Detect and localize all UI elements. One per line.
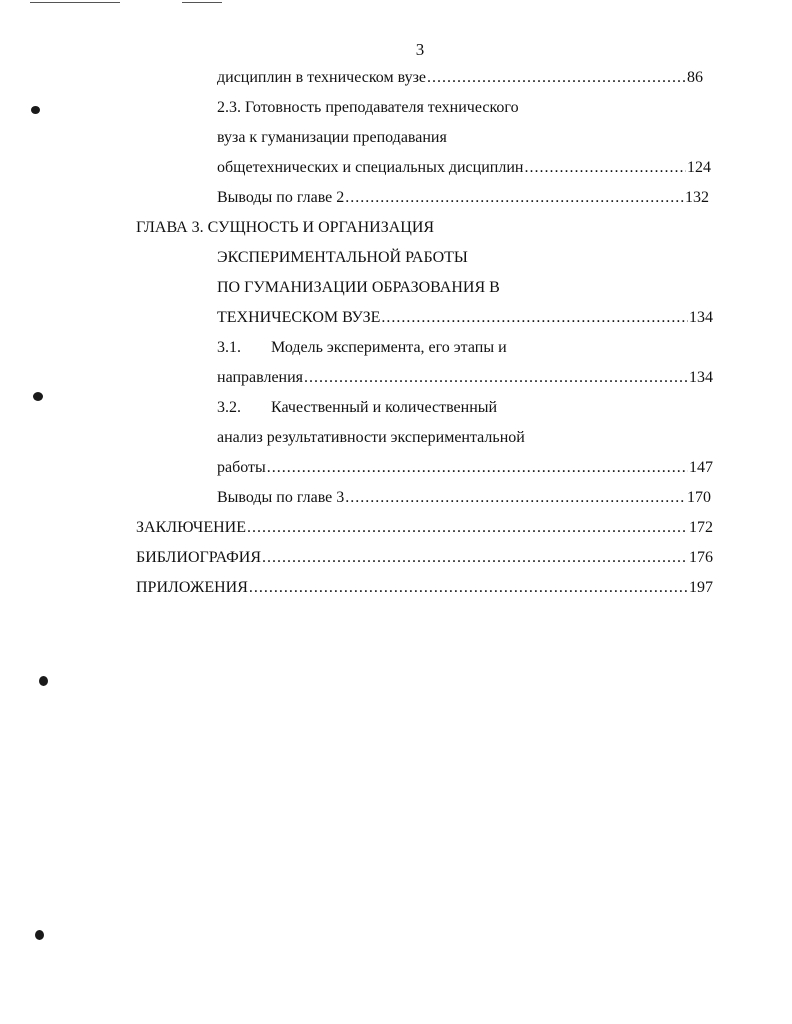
toc-section-3-1-line1 [217,336,507,360]
toc-section-2-3-line1: 2.3. Готовность преподавателя технического [217,99,519,116]
toc-section-3-2-line3 [217,456,713,480]
scan-speck [33,392,43,401]
toc-leader-dots [427,66,686,90]
toc-section-number: 3.2. [217,399,241,416]
scan-speck [39,676,48,686]
toc-chapter-3-line3: ПО ГУМАНИЗАЦИИ ОБРАЗОВАНИЯ В [217,279,500,296]
toc-entry-page: 147 [689,459,713,476]
toc-entry-text: ЗАКЛЮЧЕНИЕ [136,519,246,536]
toc-section-3-2-line2: анализ результативности экспериментальной [217,429,525,446]
toc-chapter-3-line1: ГЛАВА 3. СУЩНОСТЬ И ОРГАНИЗАЦИЯ [136,219,435,236]
toc-entry-text: Качественный и количественный [271,399,498,416]
toc-conclusions-ch3 [217,486,711,510]
toc-entry-text: работы [217,459,266,476]
toc-entry-discipliny [217,66,703,90]
toc-section-3-1-line2 [217,366,713,390]
toc-entry-page: 170 [687,489,711,506]
toc-leader-dots [267,456,688,480]
toc-entry-text: Модель эксперимента, его этапы и [271,339,507,356]
scan-top-line [30,2,120,3]
toc-entry-text: ТЕХНИЧЕСКОМ ВУЗЕ [217,309,381,326]
toc-entry-page: 176 [689,549,713,566]
toc-entry-text: Выводы по главе 3 [217,489,345,506]
toc-entry-text: БИБЛИОГРАФИЯ [136,549,262,566]
toc-leader-dots [524,156,686,180]
toc-section-3-2-line1 [217,396,497,420]
scan-speck [31,106,40,114]
toc-entry-text: дисциплин в техническом вузе [217,69,427,86]
toc-leader-dots [345,486,686,510]
toc-appendices [136,576,713,600]
scan-top-line [182,2,222,3]
toc-entry-text: Выводы по главе 2 [217,189,345,206]
toc-conclusion [136,516,713,540]
toc-section-2-3-line3 [217,156,711,180]
toc-chapter-3-line2: ЭКСПЕРИМЕНТАЛЬНОЙ РАБОТЫ [217,249,468,266]
toc-leader-dots [249,576,688,600]
toc-leader-dots [381,306,688,330]
toc-entry-page: 86 [687,69,703,86]
toc-section-2-3-line2: вуза к гуманизации преподавания [217,129,447,146]
toc-chapter-3-line4 [217,306,713,330]
page-number: 3 [415,40,425,59]
toc-leader-dots [262,546,688,570]
toc-leader-dots [345,186,684,210]
toc-entry-page: 197 [689,579,713,596]
toc-conclusions-ch2 [217,186,709,210]
toc-entry-text: общетехнических и специальных дисциплин [217,159,524,176]
toc-leader-dots [304,366,688,390]
scan-speck [35,930,44,940]
toc-leader-dots [247,516,688,540]
toc-entry-page: 172 [689,519,713,536]
toc-entry-page: 134 [689,369,713,386]
toc-entry-page: 124 [687,159,711,176]
toc-bibliography [136,546,713,570]
toc-entry-page: 132 [685,189,709,206]
toc-entry-text: ПРИЛОЖЕНИЯ [136,579,248,596]
toc-entry-text: направления [217,369,304,386]
toc-section-number: 3.1. [217,339,241,356]
toc-entry-page: 134 [689,309,713,326]
